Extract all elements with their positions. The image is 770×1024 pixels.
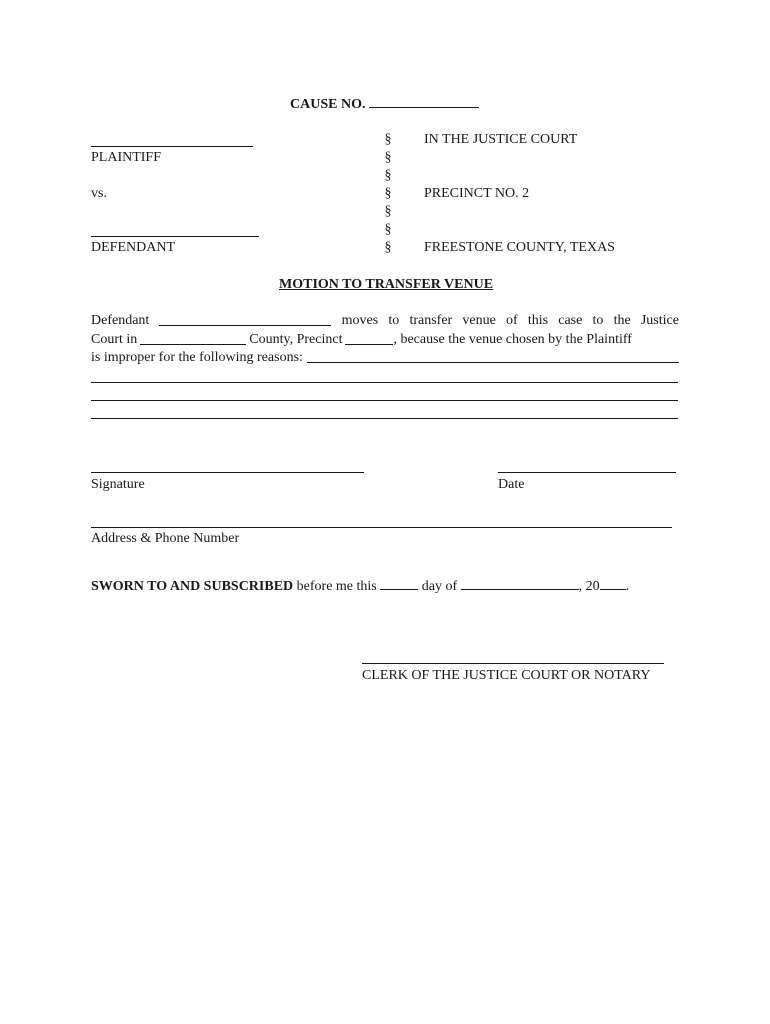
jurat-line <box>91 576 629 596</box>
cause-number-field[interactable] <box>369 94 479 108</box>
defendant-name-blank[interactable] <box>159 312 331 326</box>
body-text: , because the venue chosen by the Plaintiff <box>393 331 632 347</box>
body-text: the <box>613 313 631 328</box>
body-text: of <box>506 313 518 328</box>
section-symbol: § <box>384 150 392 165</box>
section-symbol: § <box>384 132 392 147</box>
body-text: is improper for the following reasons: <box>91 350 303 365</box>
defendant-name-field[interactable] <box>91 236 259 237</box>
paragraph-line-1 <box>91 312 679 331</box>
body-text: venue <box>462 313 496 328</box>
section-symbol: § <box>384 168 392 183</box>
body-text: this <box>527 313 549 328</box>
body-text: to <box>388 313 400 328</box>
section-symbol: § <box>384 204 392 219</box>
county-blank[interactable] <box>140 331 246 345</box>
body-text: to <box>592 313 604 328</box>
body-text: case <box>558 313 583 328</box>
clerk-signature-field[interactable] <box>362 663 664 664</box>
plaintiff-name-field[interactable] <box>91 146 253 147</box>
plaintiff-label: PLAINTIFF <box>91 150 162 165</box>
paragraph-line-3 <box>91 349 679 368</box>
court-label: IN THE JUSTICE COURT <box>424 132 578 147</box>
body-text: transfer <box>409 313 453 328</box>
precinct-blank[interactable] <box>345 331 393 345</box>
reasons-line[interactable] <box>91 382 678 383</box>
county-label: FREESTONE COUNTY, TEXAS <box>424 240 615 255</box>
jurat-text: , 20 <box>578 579 600 594</box>
address-phone-label: Address & Phone Number <box>91 531 240 546</box>
jurat-text: . <box>625 579 630 594</box>
body-text: Defendant <box>91 313 150 328</box>
body-text: Court in <box>91 331 138 347</box>
precinct-label: PRECINCT NO. 2 <box>424 186 530 201</box>
section-symbol: § <box>384 222 392 237</box>
jurat-text: day of <box>418 579 461 594</box>
body-text: moves <box>341 313 379 328</box>
signature-field[interactable] <box>91 472 364 473</box>
body-text: County, Precinct <box>249 331 343 347</box>
jurat-text: before me this <box>293 579 381 594</box>
section-symbol: § <box>384 240 392 255</box>
defendant-label: DEFENDANT <box>91 240 175 255</box>
paragraph-line-2 <box>91 331 679 350</box>
address-phone-field[interactable] <box>91 527 672 528</box>
document-title: MOTION TO TRANSFER VENUE <box>279 277 494 292</box>
section-symbol: § <box>384 186 392 201</box>
signature-label: Signature <box>91 477 145 492</box>
body-text: Justice <box>640 313 679 328</box>
date-field[interactable] <box>498 472 676 473</box>
vs-label: vs. <box>91 186 107 201</box>
reasons-line[interactable] <box>91 418 678 419</box>
motion-paragraph <box>91 312 679 368</box>
date-label: Date <box>498 477 525 492</box>
month-blank[interactable] <box>461 576 579 590</box>
clerk-label: CLERK OF THE JUSTICE COURT OR NOTARY <box>362 668 651 683</box>
jurat-bold-text: SWORN TO AND SUBSCRIBED <box>91 579 294 594</box>
day-blank[interactable] <box>380 576 418 590</box>
year-blank[interactable] <box>600 576 626 590</box>
cause-number-label: CAUSE NO. <box>290 97 366 112</box>
reasons-blank[interactable] <box>307 349 679 363</box>
cause-number-line <box>290 94 479 114</box>
reasons-line[interactable] <box>91 400 678 401</box>
